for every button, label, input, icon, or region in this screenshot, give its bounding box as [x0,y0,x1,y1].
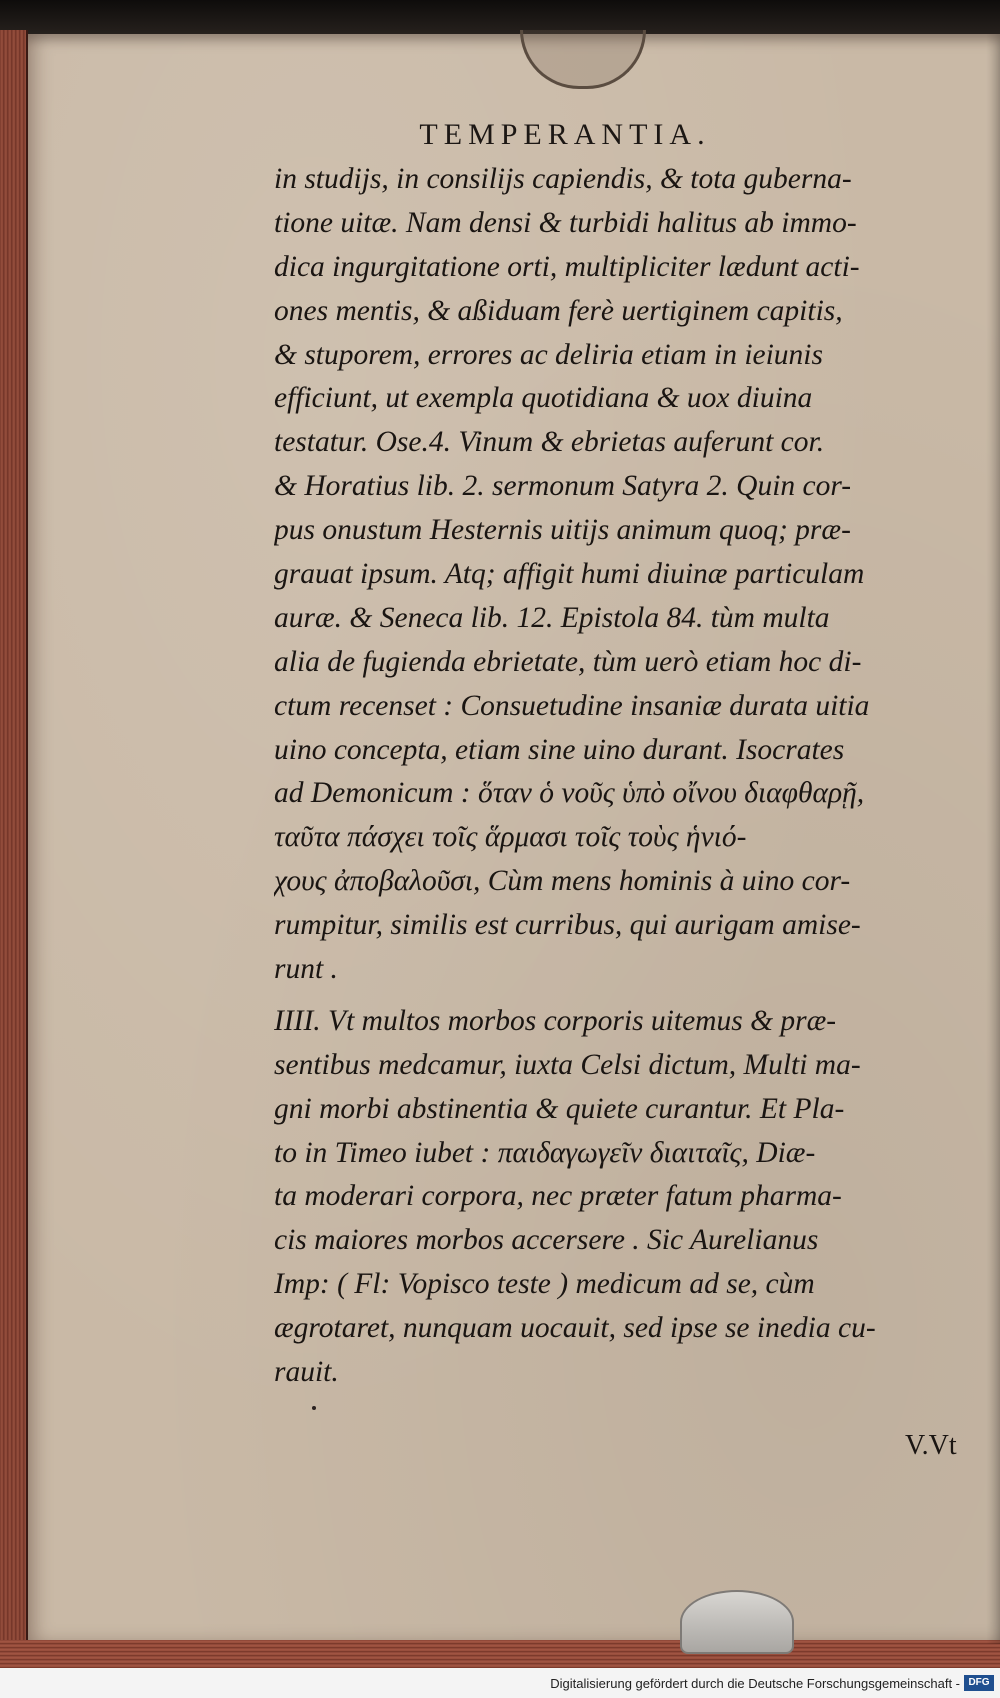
running-header: TEMPERANTIA. [419,118,711,151]
text-line: rauit. [274,1356,339,1389]
text-line: testatur. Ose.4. Vinum & ebrietas auferunt cor. [274,426,825,459]
text-line: auræ. & Seneca lib. 12. Epistola 84. tùm multa [274,601,830,634]
text-line: gni morbi abstinentia & quiete curantur. Et Pla- [274,1092,845,1125]
text-line: rumpitur, similis est curribus, qui aurigam amise- [274,909,861,942]
text-line: tione uitæ. Nam densi & turbidi halitus ab immo- [274,206,857,239]
paragraph-1 [274,158,974,992]
text-line: ταῦτα πάσχει τοῖς ἅρμασι τοῖς τοὺς ἡνιό- [274,821,747,854]
text-line: Imp: ( Fl: Vopisco teste ) medicum ad se, cùm [274,1268,815,1301]
text-line: ones mentis, & aßiduam ferè uertiginem capitis, [274,294,843,327]
catchword: V.Vt [905,1430,957,1461]
digitization-credit: Digitalisierung gefördert durch die Deutsche Forschungsgemeinschaft - [550,1676,960,1691]
text-line: runt . [274,953,338,986]
text-line: grauat ipsum. Atq; affigit humi diuinæ particulam [274,558,865,591]
text-line: efficiunt, ut exempla quotidiana & uox diuina [274,382,813,415]
page-shadow [986,34,1000,1644]
text-line: IIII. Vt multos morbos corporis uitemus & præ- [274,1004,837,1037]
body-text [274,158,974,1395]
text-line: ægrotaret, nunquam uocauit, sed ipse se inedia cu- [274,1312,876,1345]
text-line: ctum recenset : Consuetudine insaniæ durata uitia [274,689,870,722]
dfg-logo: DFG [964,1675,994,1691]
paragraph-gap [274,992,974,1000]
text-line: cis maiores morbos accersere . Sic Aurelianus [274,1224,819,1257]
text-line: to in Timeo iubet : παιδαγωγεῖν διαιταῖς, Diæ- [274,1136,816,1169]
text-line: uino concepta, etiam sine uino durant. Isocrates [274,733,845,766]
text-line: sentibus medcamur, iuxta Celsi dictum, Multi ma- [274,1048,861,1081]
text-line: ta moderari corpora, nec præter fatum pharma- [274,1180,842,1213]
text-line: χους ἀποβαλοῦσι, Cùm mens hominis à uino cor- [274,865,851,898]
text-line: alia de fugienda ebrietate, tùm uerò etiam hoc di- [274,645,862,678]
text-line: in studijs, in consilijs capiendis, & tota guberna- [274,163,852,195]
text-line: & Horatius lib. 2. sermonum Satyra 2. Quin cor- [274,470,852,503]
book-edge-left [0,30,28,1670]
text-line: pus onustum Hesternis uitijs animum quoq; præ- [274,514,851,547]
page-clip-bottom [680,1590,794,1654]
book-edge-bottom [0,1640,1000,1670]
ink-speck [312,1406,316,1410]
paragraph-2 [274,1000,974,1395]
text-line: ad Demonicum : ὅταν ὁ νοῦς ὑπὸ οἴνου διαφθαρῇ, [274,777,865,810]
text-line: dica ingurgitatione orti, multipliciter lædunt acti- [274,250,860,283]
text-line: & stuporem, errores ac deliria etiam in ieiunis [274,338,823,371]
